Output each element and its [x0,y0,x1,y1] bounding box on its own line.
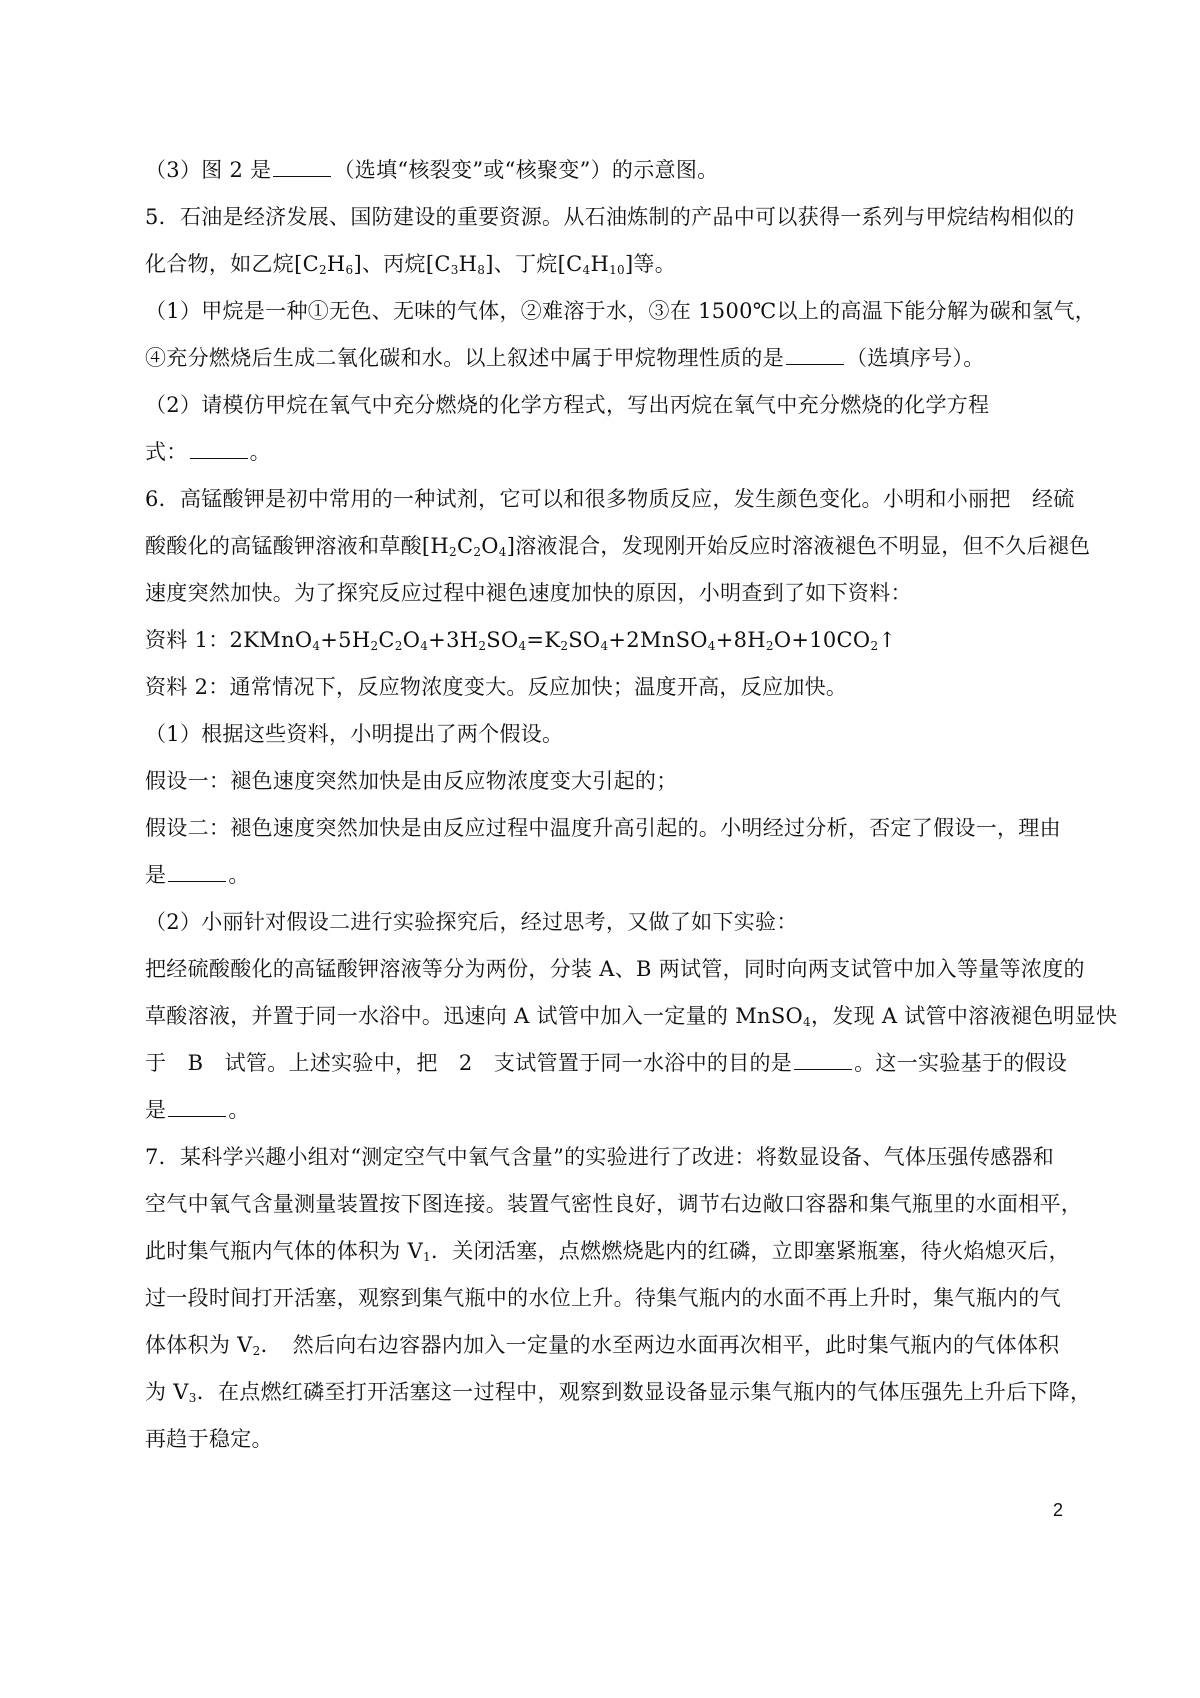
equation-term: ↑ [878,628,897,652]
q6-hypothesis-1: 假设一：褪色速度突然加快是由反应物浓度变大引起的； [145,769,678,793]
q6-part2: （2）小丽针对假设二进行实验探究后，经过思考，又做了如下实验： [145,910,798,934]
answer-blank[interactable] [273,158,331,177]
q6-part1: （1）根据这些资料，小明提出了两个假设。 [145,722,564,746]
q7-line1: 7．某科学兴趣小组对“测定空气中氧气含量”的实验进行了改进：将数显设备、气体压强传感器和 [145,1145,1055,1169]
q5-part2-line2: 式： 。 [145,440,271,464]
q7-line5: 体体积为 $V_2$． 然后向右边容器内加入一定量的水至两边水面再次相平，此时集气瓶内的气体体积 [145,1333,1060,1358]
q6-reference-2: 资料 2：通常情况下，反应物浓度变大。反应加快；温度开高，反应加快。 [145,675,848,699]
q4-part3-text: （3）图 2 是 [145,158,272,182]
q4-part3 [145,147,1060,194]
q6-hypothesis-2-line1: 假设二：褪色速度突然加快是由反应过程中温度升高引起的。小明经过分析，否定了假设一，理由 [145,816,1061,840]
q5-part2-line1: （2）请模仿甲烷在氧气中充分燃烧的化学方程式，写出丙烷在氧气中充分燃烧的化学方程 [145,393,990,417]
page-number: 2 [1052,1500,1063,1520]
equation-term: +3H [428,628,479,652]
equation-subscript: 4 [420,639,429,653]
equation-term: +2MnSO [608,628,708,652]
q4-part3-text-end: （选填“核裂变”或“核聚变”）的示意图。 [333,158,719,182]
q7-line4: 过一段时间打开活塞，观察到集气瓶中的水位上升。待集气瓶内的水面不再上升时，集气瓶内的气 [145,1286,1061,1310]
q6-intro-line2: 酸酸化的高锰酸钾溶液和草酸$[H_2C_2O_4]$溶液混合，发现刚开始反应时溶液褪色不明显，但不久后褪色 [145,534,1091,559]
reference-label: 资料 1： [145,628,230,652]
equation-subscript: 2 [394,639,403,653]
q6-intro-line3: 速度突然加快。为了探究反应过程中褪色速度加快的原因，小明查到了如下资料： [145,581,912,605]
q6-intro-line1: 6．高锰酸钾是初中常用的一种试剂，它可以和很多物质反应，发生颜色变化。小明和小丽把 经硫 [145,487,1075,511]
answer-blank[interactable] [168,1098,226,1117]
answer-blank[interactable] [794,1051,852,1070]
equation-term: SO [486,628,519,652]
q7-line7: 再趋于稳定。 [145,1427,273,1451]
equation-subscript: 4 [707,639,716,653]
equation-subscript: 2 [765,639,774,653]
equation-subscript: 2 [478,639,487,653]
q5-intro-line2: 化合物，如乙烷$[C_2H_6]$、丙烷$[C_3H_8]$、丁烷$[C_4H_{10}]$等。 [145,252,677,277]
equation-subscript: 4 [518,639,527,653]
q6-experiment-line4: 是 。 [145,1098,250,1122]
q6-hypothesis-2-line2: 是 。 [145,863,250,887]
answer-blank[interactable] [190,440,248,459]
equation-term: C [378,628,395,652]
q6-reference-1 [145,617,1060,664]
equation-term: +8H [715,628,766,652]
equation-term: +5H [320,628,371,652]
q6-experiment-line1: 把经硫酸酸化的高锰酸钾溶液等分为两份，分装 A、B 两试管，同时向两支试管中加入等量等浓度的 [145,957,1085,981]
q5-part1-line1: （1）甲烷是一种①无色、无味的气体，②难溶于水，③在 1500℃以上的高温下能分解为碳和氢气， [145,299,1097,323]
q5-intro-line1: 5．石油是经济发展、国防建设的重要资源。从石油炼制的产品中可以获得一系列与甲烷结构相似的 [145,205,1075,229]
equation-subscript: 2 [870,639,879,653]
equation-subscript: 2 [560,639,569,653]
page-content [145,147,1118,1463]
equation-term: SO [568,628,601,652]
q5-part1-line2: ④充分燃烧后生成二氧化碳和水。以上叙述中属于甲烷物理性质的是 （选填序号）。 [145,346,985,370]
q6-experiment-line3: 于 B 试管。上述实验中，把 2 支试管置于同一水浴中的目的是 。这一实验基于的假设 [145,1051,1068,1075]
equation-subscript: 4 [312,639,321,653]
equation-subscript: 2 [370,639,379,653]
q6-experiment-line2: 草酸溶液，并置于同一水浴中。迅速向 A 试管中加入一定量的 MnSO$_4$，发现 A 试管中溶液褪色明显快 [145,1004,1118,1029]
equation-term: O [402,628,421,652]
equation-subscript: 4 [600,639,609,653]
equation-term: =K [526,628,561,652]
answer-blank[interactable] [168,863,226,882]
answer-blank[interactable] [786,346,844,365]
q7-line2: 空气中氧气含量测量装置按下图连接。装置气密性良好，调节右边敞口容器和集气瓶里的水面相平， [145,1192,1083,1216]
equation-term: O+10CO [773,628,871,652]
chemical-equation [230,628,897,652]
q7-line3: 此时集气瓶内气体的体积为 $V_1$．关闭活塞，点燃燃烧匙内的红磷，立即塞紧瓶塞，待火焰熄灭后， [145,1239,1070,1264]
equation-term: 2KMnO [229,628,313,652]
q7-line6: 为 $V_3$．在点燃红磷至打开活塞这一过程中，观察到数显设备显示集气瓶内的气体压强先上升后下降， [145,1380,1092,1405]
